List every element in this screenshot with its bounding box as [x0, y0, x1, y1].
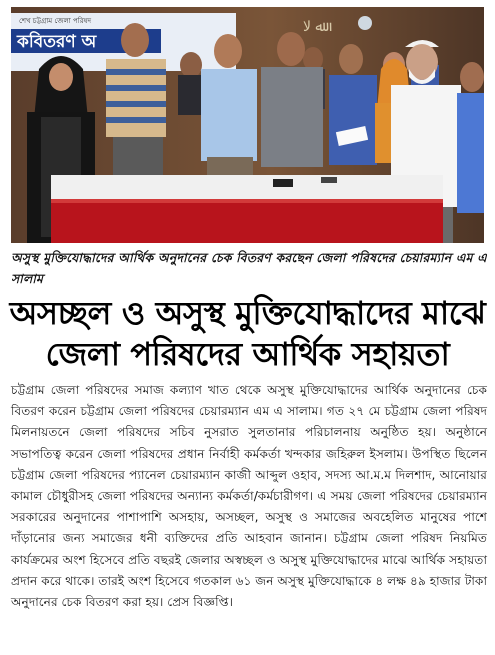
photo-illustration [11, 7, 484, 243]
wall-clock [358, 16, 372, 30]
headline-line-2: জেলা পরিষদের আর্থিক সহায়তা [45, 335, 450, 373]
article-body: চট্টগ্রাম জেলা পরিষদের সমাজ কল্যাণ খাত থেকে অসুস্থ মুক্তিযোদ্ধাদের আর্থিক অনুদানের চেক বিতরণ করেন চট্টগ্রাম জেলা পরিষদের চেয়ারম্যান এম এ সালাম। গত ২৭ মে চট্টগ্রাম জেলা পরিষদ মিলনায়তনে জেলা পরিষদের সচিব নুসরাত সুলতানার পরিচালনায় অনুষ্ঠিত হয়। অনুষ্ঠানে সভাপতিত্ব করেন জেলা পরিষদের প্রধান নির্বাহী কর্মকর্তা খন্দকার জহিরুল ইসলাম। উপস্থিত ছিলেন চট্টগ্রাম জেলা পরিষদের প্যানেল চেয়ারম্যান কাজী আব্দুল ওহাব, সদস্য আ.ম.ম দিলশাদ, আনোয়ার কামাল চৌধুরীসহ জেলা পরিষদের অন্যান্য কর্মকর্তা/কর্মচারীগণ। এ সময় জেলা পরিষদের চেয়ারম্যান সরকারের অনুদানের পাশাপাশি অসহায়, অসচ্ছল, অসুস্থ ও সমাজের অবহেলিত মানুষের পাশে দাঁড়ানোর জন্য সমাজের ধনী ব্যক্তিদের প্রতি আহবান জানান। চট্টগ্রাম জেলা পরিষদ নিয়মিত কার্যক্রমের অংশ হিসেবে প্রতি বছরই জেলার অস্বচ্ছল ও অসুস্থ মুক্তিযোদ্ধাদের মাঝে আর্থিক সহায়তা প্রদান করে থাকে। তারই অংশ হিসেবে গতকাল ৬১ জন অসুস্থ মুক্তিযোদ্ধাকে ৪ লক্ষ ৪৯ হাজার টাকা অনুদানের চেক বিতরণ করা হয়। প্রেস বিজ্ঞপ্তি। [11, 383, 487, 610]
banner-text-main: কবিতরণ অ [17, 32, 97, 52]
headline-line-1: অসচ্ছল ও অসুস্থ মুক্তিযোদ্ধাদের মাঝে [9, 294, 486, 332]
event-photo [11, 7, 484, 243]
banner-text-top: শেখ চট্টগ্রাম জেলা পরিষদ [19, 17, 92, 25]
photo-caption: অসুস্থ মুক্তিযোদ্ধাদের আর্থিক অনুদানের চেক বিতরণ করছেন জেলা পরিষদের চেয়ারম্যান এম এ সালাম [11, 250, 487, 286]
headline [0, 292, 495, 374]
wall-calligraphy: ﷲ ﻻ [303, 19, 324, 35]
